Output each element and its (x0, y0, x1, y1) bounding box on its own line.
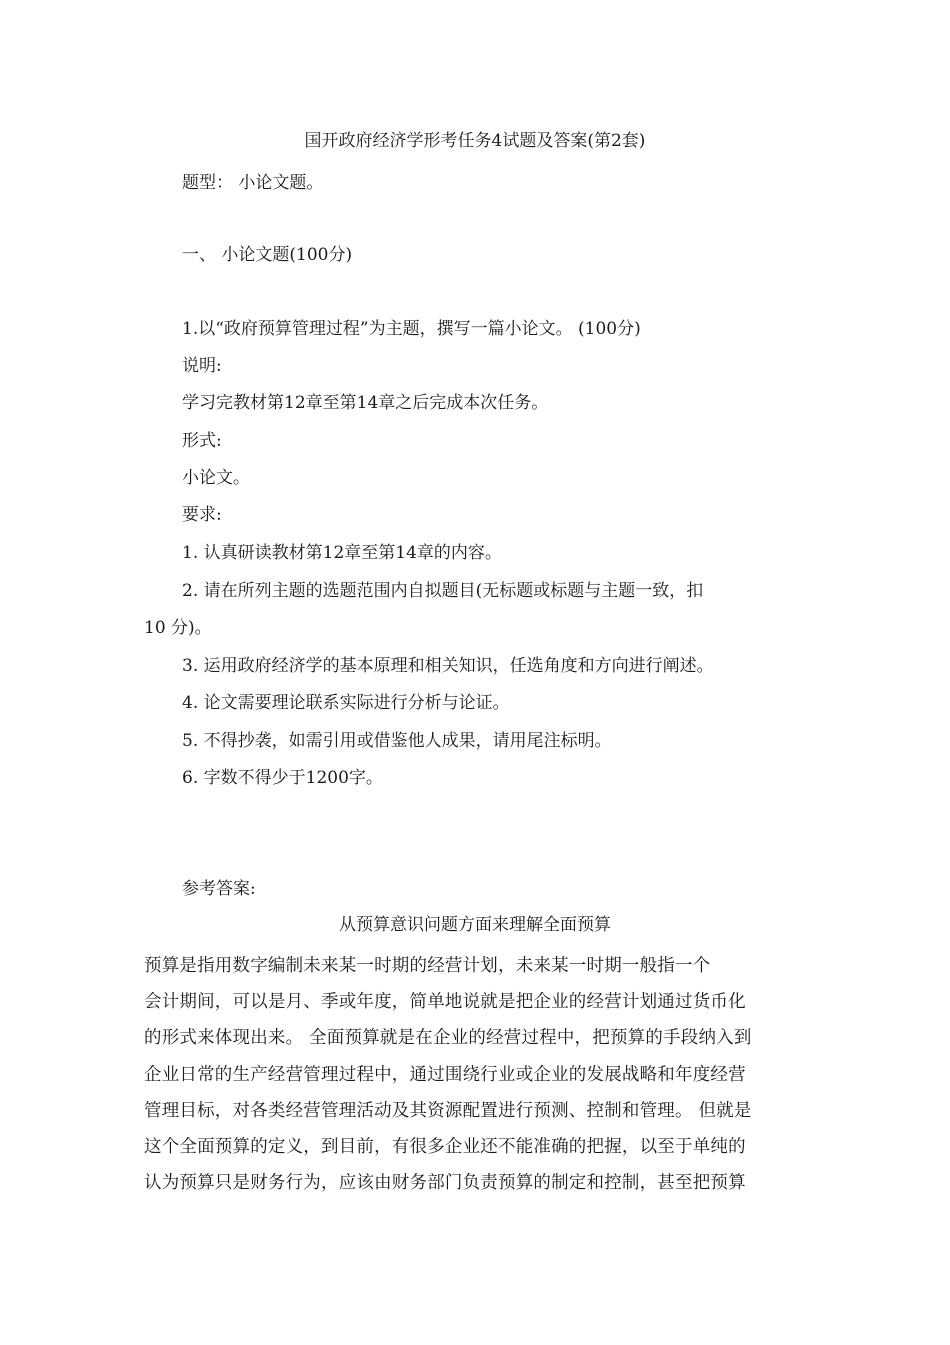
question-type: 题型： 小论文题。 (182, 173, 324, 193)
requirement-item: 4. 论文需要理论联系实际进行分析与论证。 (182, 693, 510, 713)
essay-line: 企业日常的生产经营管理过程中，通过围绕行业或企业的发展战略和年度经营 (144, 1064, 746, 1085)
essay-paragraph (144, 948, 804, 1201)
explain-label: 说明: (182, 356, 222, 376)
section-heading: 一、 小论文题(100分) (182, 245, 353, 265)
essay-line: 会计期间，可以是月、季或年度，简单地说就是把企业的经营计划通过货币化 (144, 992, 746, 1013)
form-label: 形式: (182, 431, 222, 451)
essay-title: 从预算意识问题方面来理解全面预算 (339, 915, 611, 935)
requirements-label: 要求: (182, 505, 222, 525)
requirement-item: 5. 不得抄袭，如需引用或借鉴他人成果，请用尾注标明。 (182, 731, 612, 751)
essay-line: 管理目标，对各类经营管理活动及其资源配置进行预测、控制和管理。 但就是 (144, 1100, 752, 1121)
requirement-item-continued: 10 分)。 (144, 618, 212, 638)
answer-label: 参考答案: (182, 879, 256, 899)
explain-text: 学习完教材第12章至第14章之后完成本次任务。 (182, 393, 549, 413)
requirement-item: 1. 认真研读教材第12章至第14章的内容。 (182, 543, 502, 563)
essay-line: 的形式来体现出来。 全面预算就是在企业的经营过程中，把预算的手段纳入到 (144, 1028, 752, 1049)
requirement-item: 6. 字数不得少于1200字。 (182, 768, 383, 788)
essay-line: 这个全面预算的定义，到目前，有很多企业还不能准确的把握，以至于单纯的 (144, 1136, 746, 1157)
question-text: 1.以“政府预算管理过程”为主题，撰写一篇小论文。 (100分) (182, 319, 641, 339)
essay-line: 预算是指用数字编制未来某一时期的经营计划，未来某一时期一般指一个 (144, 956, 711, 976)
form-text: 小论文。 (182, 468, 250, 488)
essay-line: 认为预算只是财务行为，应该由财务部门负责预算的制定和控制，甚至把预算 (144, 1173, 746, 1194)
document-title: 国开政府经济学形考任务4试题及答案(第2套) (304, 131, 646, 151)
requirement-item: 2. 请在所列主题的选题范围内自拟题目(无标题或标题与主题一致，扣 (182, 581, 704, 601)
requirement-item: 3. 运用政府经济学的基本原理和相关知识，任选角度和方向进行阐述。 (182, 656, 714, 676)
